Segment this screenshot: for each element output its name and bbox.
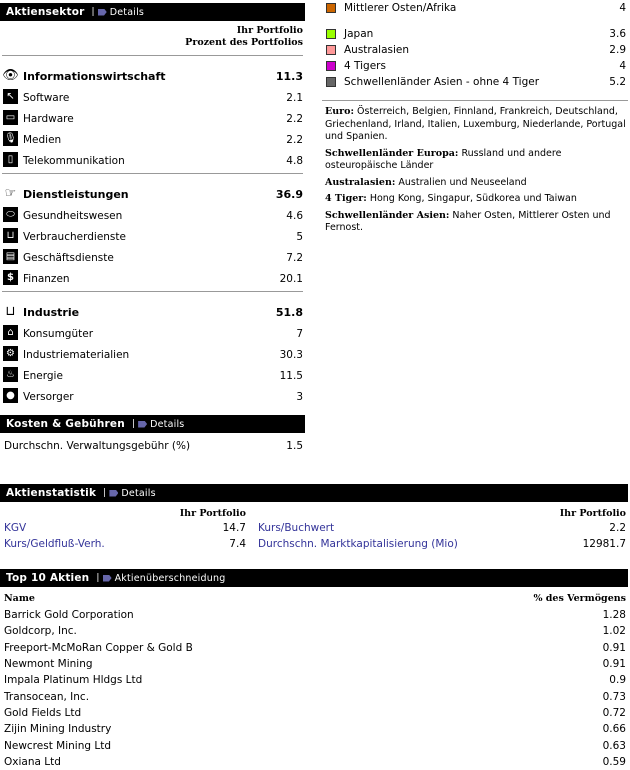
sector-value: 2.2 [286,134,303,146]
region-note [322,148,628,173]
stat-cell [498,538,626,554]
holding-name: Oxiana Ltd [4,755,61,768]
sector-group-industry [0,298,305,403]
pills-icon: ⬭ [3,207,18,222]
region-label: 4 Tigers [344,60,386,72]
holding-name: Newmont Mining [4,658,93,671]
stat-value: 12981.7 [582,538,626,550]
stat-cell [0,522,246,538]
region-panel [322,0,628,239]
arrow-icon [103,575,112,582]
holding-value: 0.9 [609,674,626,687]
stats-panel [0,484,628,554]
table-row [0,607,628,623]
divider [2,291,303,292]
header-separator: | [103,488,107,498]
note-term: Australasien: [325,176,396,188]
stat-link-market-cap[interactable]: Durchschn. Marktkapitalisierung (Mio) [258,538,458,550]
stat-cell [498,522,626,538]
holding-value: 0.91 [602,641,626,654]
note-text: Österreich, Belgien, Finnland, Frankreich, Deutschland, Griechenland, Irland, Italien, Luxemburg, Niederlande, Portugal und Spanien. [325,106,626,142]
holding-name: Transocean, Inc. [4,690,90,703]
fee-value: 1.5 [286,440,303,452]
sector-value: 4.8 [286,155,303,167]
region-note [322,210,628,235]
region-row [322,26,628,42]
fees-header [0,415,305,433]
divider [2,55,303,56]
holding-value: 1.28 [602,609,626,622]
sector-group-information [0,62,305,167]
arrow-icon [109,490,118,497]
sector-value: 20.1 [279,273,303,285]
sector-value: 2.2 [286,113,303,125]
stats-col-head-right: Ihr Portfolio [559,508,626,519]
sector-value: 4.6 [286,210,303,222]
region-label: Japan [344,28,374,40]
legend-swatch [326,3,336,13]
region-row [322,42,628,58]
sector-value: 5 [296,231,303,243]
sector-value: 30.3 [279,349,303,361]
note-text: Russland und andere osteuropäische Länder [325,147,562,171]
computer-icon: ▭ [3,110,18,125]
spacer [322,16,628,26]
sector-value: 2.1 [286,92,303,104]
holding-value: 0.72 [602,706,626,719]
header-separator: | [91,7,95,17]
divider [322,100,628,101]
stats-title: Aktienstatistik [6,487,97,499]
top10-header [0,569,628,587]
sector-value: 11.5 [279,370,303,382]
eye-icon: 👁 [2,68,19,83]
region-note [322,193,628,206]
sector-row [0,222,305,243]
lightbulb-icon: ● [3,388,18,403]
document-icon: ▤ [3,249,18,264]
sector-label: Verbraucherdienste [23,231,126,243]
region-note [322,106,628,144]
note-term: Euro: [325,106,354,117]
header-separator: | [96,573,100,583]
region-label: Schwellenländer Asien - ohne 4 Tiger [344,76,540,88]
region-value: 2.9 [609,44,626,56]
fee-label: Durchschn. Verwaltungsgebühr (%) [4,440,191,452]
sector-row [0,340,305,361]
sector-row [0,201,305,222]
region-note [322,177,628,190]
cart-icon: ⊔ [3,228,18,243]
legend-swatch [326,77,336,87]
sector-column-header [0,21,305,49]
factory-icon: ⊔ [5,304,16,319]
stat-cell [0,538,246,554]
car-icon: ⌂ [3,325,18,340]
note-term: Schwellenländer Asien: [325,209,450,221]
group-value: 51.8 [275,306,303,319]
stat-link-price-cashflow[interactable]: Kurs/Geldfluß-Verh. [4,538,105,550]
sector-label: Hardware [23,113,74,125]
region-row [322,0,628,16]
region-label: Australasien [344,44,410,56]
sector-label: Energie [23,370,63,382]
holding-name: Newcrest Mining Ltd [4,739,111,752]
fee-row [0,433,305,452]
dollar-icon: $ [3,270,18,285]
holding-name: Gold Fields Ltd [4,706,82,719]
software-icon: ↖ [3,89,18,104]
sector-row [0,361,305,382]
sector-group-row [0,62,305,83]
overlap-link[interactable]: Aktienüberschneidung [114,572,226,584]
spacer [246,502,498,522]
sector-label: Konsumgüter [23,328,94,340]
table-row [0,721,628,737]
sector-label: Versorger [23,391,74,403]
holding-value: 0.63 [602,739,626,752]
holding-value: 0.59 [602,755,626,768]
table-row [0,754,628,770]
table-row [0,656,628,672]
table-row [0,705,628,721]
holding-value: 0.66 [602,723,626,736]
col-head-line-2: Prozent des Portfolios [185,37,303,48]
sector-value: 7 [296,328,303,340]
group-label: Informationswirtschaft [23,70,166,83]
table-row [0,623,628,639]
arrow-icon [138,421,147,428]
sector-row [0,382,305,403]
stat-value: 2.2 [609,522,626,534]
sector-label: Gesundheitswesen [23,210,123,222]
sector-group-services [0,180,305,285]
group-label: Industrie [23,306,80,319]
sector-label: Software [23,92,70,104]
holding-value: 0.91 [602,658,626,671]
legend-swatch [326,29,336,39]
group-value: 36.9 [275,188,303,201]
divider [2,173,303,174]
note-term: 4 Tiger: [325,193,367,204]
header-separator: | [131,419,136,429]
sector-row [0,264,305,285]
table-row [0,672,628,688]
top10-title: Top 10 Aktien [6,572,90,584]
holding-name: Zijin Mining Industry [4,723,112,736]
top10-table-header [0,587,628,607]
stat-cell [246,538,498,554]
sector-header [0,3,305,21]
holding-name: Goldcorp, Inc. [4,625,77,638]
sector-row [0,319,305,340]
sector-value: 3 [296,391,303,403]
sector-row [0,125,305,146]
sector-label: Finanzen [23,273,70,285]
stat-link-kgv[interactable]: KGV [4,522,27,534]
stats-col-head-left: Ihr Portfolio [179,508,246,519]
table-row [0,640,628,656]
sector-value: 7.2 [286,252,303,264]
sector-panel [0,3,305,452]
sector-label: Industriematerialien [23,349,130,361]
group-value: 11.3 [275,70,303,83]
sector-details-link[interactable]: Details [109,6,145,18]
sector-title: Aktiensektor [6,6,85,18]
stat-value: 14.7 [222,522,246,534]
top10-panel [0,569,628,770]
note-text: Hong Kong, Singapur, Südkorea und Taiwan [366,193,577,204]
sector-label: Geschäftsdienste [23,252,114,264]
sector-group-row [0,180,305,201]
col-value: % des Vermögens [533,593,626,604]
sector-row [0,243,305,264]
legend-swatch [326,61,336,71]
arrow-icon [98,9,107,16]
holding-value: 1.02 [602,625,626,638]
holding-name: Impala Platinum Hldgs Ltd [4,674,143,687]
stat-link-price-book[interactable]: Kurs/Buchwert [258,522,335,534]
phone-icon: ▯ [3,152,18,167]
stat-cell [246,522,498,538]
region-value: 5.2 [609,76,626,88]
sector-label: Medien [23,134,62,146]
holding-name: Barrick Gold Corporation [4,609,134,622]
sector-row [0,83,305,104]
sector-row [0,146,305,167]
note-term: Schwellenländer Europa: [325,147,459,159]
group-label: Dienstleistungen [23,188,129,201]
stats-header [0,484,628,502]
col-name: Name [4,593,35,604]
stats-grid [0,502,628,554]
table-row [0,688,628,704]
region-value: 3.6 [609,28,626,40]
region-value: 4 [619,2,626,14]
stat-value: 7.4 [229,538,246,550]
gear-icon: ⚙ [3,346,18,361]
holding-name: Freeport-McMoRan Copper & Gold B [4,641,193,654]
region-row [322,58,628,74]
fees-details-link[interactable]: Details [150,418,185,430]
region-value: 4 [619,60,626,72]
note-text: Australien und Neuseeland [395,176,527,188]
sector-row [0,104,305,125]
flame-icon: ♨ [3,367,18,382]
sector-group-row [0,298,305,319]
holding-value: 0.73 [602,690,626,703]
table-row [0,737,628,753]
region-label: Mittlerer Osten/Afrika [344,2,457,14]
note-text: Naher Osten, Mittlerer Osten und Fernost. [325,209,611,233]
fees-title: Kosten & Gebühren [6,418,125,430]
stats-details-link[interactable]: Details [121,487,156,499]
hand-icon: ☞ [4,186,17,201]
microphone-icon: 🎙 [3,131,18,146]
region-row [322,74,628,90]
col-head-line-1: Ihr Portfolio [236,25,303,36]
legend-swatch [326,45,336,55]
sector-label: Telekommunikation [23,155,125,167]
fees-panel [0,415,305,452]
